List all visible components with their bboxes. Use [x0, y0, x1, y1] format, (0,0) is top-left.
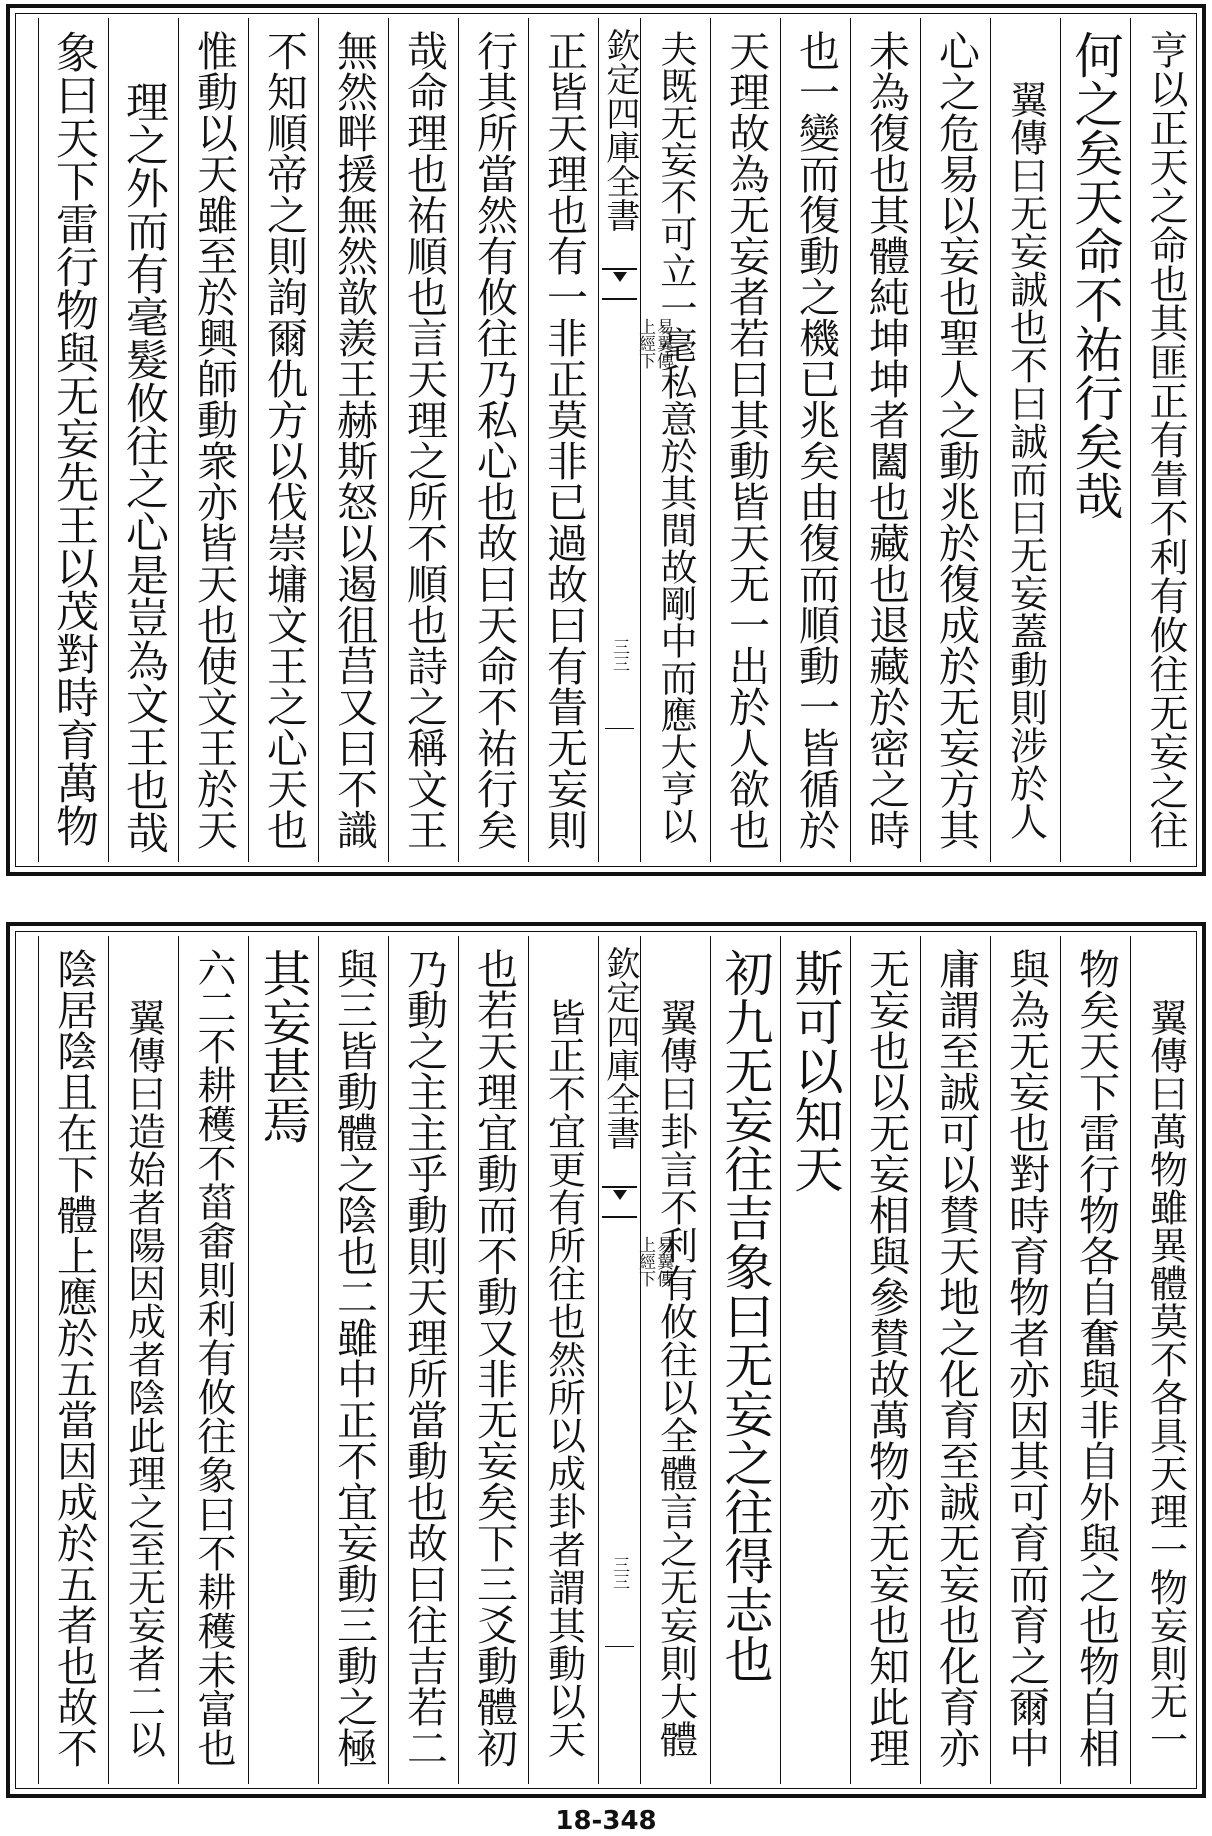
column-text: 翼傳曰卦言不利有攸往以全體言之无妄則大體 [653, 998, 698, 1758]
upper-page [6, 4, 1206, 876]
footer-page-number: 18-348 [555, 1806, 657, 1836]
column-text: 陰居陰且在下體上應於五當因成於五者也故不 [50, 948, 98, 1768]
text-column [1060, 936, 1130, 1784]
text-column [178, 18, 248, 862]
column-text: 無然畔援無然歆羨王赫斯怒以遏徂莒又曰不識 [330, 30, 378, 850]
subtitle-line: 易翼傳 [653, 318, 673, 369]
text-column [990, 18, 1060, 862]
text-column [178, 936, 248, 1784]
text-column [38, 18, 108, 862]
column-text: 不知順帝之則詢爾仇方以伐崇墉文王之心天也 [260, 30, 308, 850]
column-text: 與三皆動體之陰也二雖中正不宜妄動三動之極 [330, 948, 378, 1768]
page-number-rule [605, 728, 634, 729]
column-text: 亨以正天之命也其匪正有眚不利有攸往无妄之往 [1143, 30, 1188, 849]
column-text: 斯可以知天 [787, 948, 844, 1193]
column-text: 象曰天下雷行物與无妄先王以茂對時育萬物 [49, 30, 99, 847]
column-text: 哉命理也祐順也言天理之所不順也詩之稱文王 [400, 30, 448, 850]
text-column [108, 18, 178, 862]
page-number: 三三 [609, 1556, 629, 1590]
text-column [850, 18, 920, 862]
text-column [710, 18, 780, 862]
column-text: 庸謂至誠可以賛天地之化育至誠无妄也化育亦 [932, 948, 980, 1768]
text-column [710, 936, 780, 1784]
column-text: 六二不耕穫不菑畬則利有攸往象曰不耕穫未富也 [191, 948, 236, 1767]
text-column [458, 936, 528, 1784]
text-column [920, 936, 990, 1784]
text-column [780, 18, 850, 862]
text-column [1130, 18, 1200, 862]
book-title: 欽定四庫全書 [599, 28, 640, 232]
lower-page [6, 922, 1206, 1798]
column-text: 翼傳曰无妄誠也不曰誠而曰无妄蓋動則涉於人 [1003, 80, 1048, 840]
text-column [318, 936, 388, 1784]
text-column [1130, 936, 1200, 1784]
text-column [528, 936, 598, 1784]
lower-page-columns [20, 936, 1192, 1784]
column-text: 无妄也以无妄相與參賛故萬物亦无妄也知此理 [862, 948, 910, 1768]
fish-tail-mark [602, 1186, 637, 1218]
text-column [248, 18, 318, 862]
column-text: 物矣天下雷行物各自奮與非自外與之也物自相 [1072, 948, 1120, 1768]
text-column [458, 18, 528, 862]
text-column [528, 18, 598, 862]
text-column [780, 936, 850, 1784]
center-fold [598, 936, 673, 1784]
column-text: 乃動之主主乎動則天理所當動也故曰往吉若二 [400, 948, 448, 1768]
text-column [640, 18, 710, 862]
column-text: 惟動以天雖至於興師動衆亦皆天也使文王於天 [190, 30, 238, 850]
text-column [108, 936, 178, 1784]
column-text: 正皆天理也有一非正莫非已過故曰有眚无妄則 [540, 30, 588, 850]
text-column [38, 936, 108, 1784]
column-text: 也一變而復動之機已兆矣由復而順動一皆循於 [792, 30, 840, 850]
subtitle-line: 上經下 [635, 318, 655, 369]
column-text: 天理故為无妄者若曰其動皆天无一出於人欲也 [722, 30, 770, 850]
column-text: 何之矣天命不祐行矣哉 [1067, 30, 1124, 520]
text-column [388, 18, 458, 862]
page-number: 三三 [609, 638, 629, 672]
book-title: 欽定四庫全書 [599, 946, 640, 1150]
column-text: 皆正不宜更有所往也然所以成卦者謂其動以天 [541, 998, 586, 1758]
column-text: 初九无妄往吉象曰无妄之往得志也 [717, 948, 774, 1683]
column-text: 其妄甚焉 [255, 948, 312, 1144]
upper-page-columns [20, 18, 1192, 862]
column-text: 與為无妄也對時育物者亦因其可育而育之爾中 [1002, 948, 1050, 1768]
text-column [248, 936, 318, 1784]
page-number-rule [605, 1646, 634, 1647]
column-text: 翼傳曰造始者陽因成者陰此理之至无妄者二以 [121, 998, 166, 1758]
text-column [990, 936, 1060, 1784]
text-column [388, 936, 458, 1784]
subtitle-line: 上經下 [635, 1236, 655, 1287]
column-text: 夫既无妄不可立一毫私意於其間故剛中而應大亨以 [654, 30, 697, 844]
fish-tail-mark [602, 268, 637, 300]
column-text: 行其所當然有攸往乃私心也故曰天命不祐行矣 [470, 30, 518, 850]
column-text: 理之外而有毫髮攸往之心是豈為文王也哉 [119, 80, 169, 854]
column-text: 翼傳曰萬物雖異體莫不各具天理一物妄則无一 [1143, 998, 1188, 1758]
column-text: 未為復也其體純坤坤者闔也藏也退藏於密之時 [862, 30, 910, 850]
text-column [850, 936, 920, 1784]
text-column [920, 18, 990, 862]
text-column [1060, 18, 1130, 862]
subtitle-line: 易翼傳 [653, 1236, 673, 1287]
column-text: 心之危易以妄也聖人之動兆於復成於无妄方其 [932, 30, 980, 850]
column-text: 也若天理宜動而不動又非无妄矣下三爻動體初 [470, 948, 518, 1768]
text-column [318, 18, 388, 862]
center-fold [598, 18, 673, 862]
text-column [640, 936, 710, 1784]
